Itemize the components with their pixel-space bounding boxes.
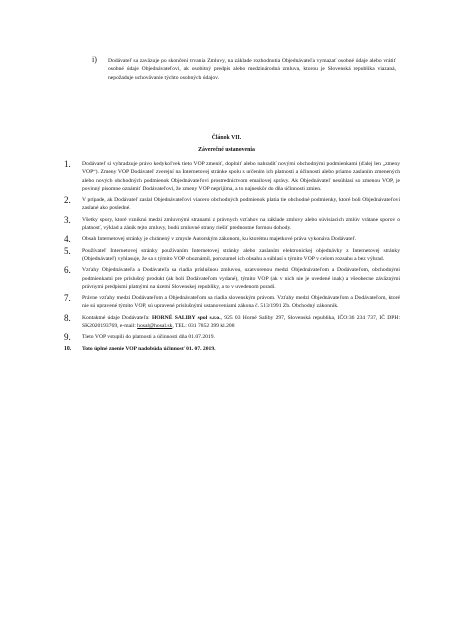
item-text: Právne vzťahy medzi Dodávateľom a Objednávateľom sa riadia slovenským právom. Vzťahy medzi Objednávateľom a Dodávateľom, ktoré nie sú upravené týmito VOP, sú upravené príslušnými ustanoveniami zákona č. 513/1991 Zb. Obchodný zákonník. bbox=[82, 295, 400, 310]
list-item bbox=[64, 333, 400, 341]
item-text: V prípade, ak Dodávateľ zaslal Objednávateľovi viacero obchodných podmienok platia tie obchodné podmienky, ktoré boli Objednávateľovi zaslané ako posledné. bbox=[82, 197, 400, 212]
intro-marker: i) bbox=[92, 55, 97, 64]
item-number: 9. bbox=[64, 332, 71, 343]
item-number: 7. bbox=[64, 293, 71, 304]
item-text: Vzťahy Objednávateľa a Dodávateľa sa riadia príslušnou zmluvou, uzatvorenou medzi Objednávateľom a Dodávateľom, obchodnými podmienkami pre príslušný produkt (ak boli Dodávateľom vydané), týmito VOP (ak v nich nie je uvedené inak) a všeobecne záväznými právnymi predpismi platnými na území Slovenskej republiky, a to v uvedenom poradí. bbox=[82, 267, 400, 290]
article-title: Článok VII. bbox=[211, 135, 242, 141]
contact-details: , 925 03 Horné Saliby 297, Slovenská republika, IČO:36 234 737, IČ DPH: SK2020193769, e-mail: bbox=[82, 314, 400, 330]
contact-phone: , TEL: 031 7852 399 kl.208 bbox=[172, 323, 235, 330]
provisions-list bbox=[64, 160, 400, 353]
list-item bbox=[64, 345, 400, 353]
item-number: 10. bbox=[64, 345, 72, 352]
email-link[interactable]: hosal@hosal.sk bbox=[137, 323, 173, 330]
list-item bbox=[64, 216, 400, 233]
contact-item bbox=[64, 314, 400, 331]
item-text: Obsah Internetovej stránky je chránený v zmysle Autorským zákonom, ku ktorému majetkové práva vykonáva Dodávateľ. bbox=[82, 236, 357, 243]
contact-prefix: Kontaktné údaje Dodávateľa: bbox=[82, 314, 152, 321]
intro-text: Dodávateľ sa zaväzuje po skončení trvania Zmluvy, na základe rozhodnutia Objednávateľa vymazať osobné údaje alebo vrátiť osobné údaje Objednávateľovi, ak osobitný predpis alebo medzinárodná zmluva, ktorou je Slovenská republika viazaná, nepožaduje uchovávanie týchto osobných údajov. bbox=[108, 58, 396, 81]
list-item bbox=[64, 196, 400, 213]
item-text: Používateľ Internetovej stránky používaním Internetovej stránky alebo zaslaním elektronickej objednávky z Internetovej stránky (Objednávateľ) vyhlasuje, že sa s týmito VOP oboznámil, porozumel ich obsahu a súhlasí s týmito VOP v celom rozsahu a bez výhrad. bbox=[82, 247, 400, 262]
item-number: 3. bbox=[64, 214, 71, 225]
item-number: 4. bbox=[64, 234, 71, 245]
item-number: 5. bbox=[64, 245, 71, 256]
list-item bbox=[64, 247, 400, 264]
list-item bbox=[64, 235, 400, 243]
item-number: 6. bbox=[64, 265, 71, 276]
item-number: 8. bbox=[64, 312, 71, 323]
item-text: Dodávateľ si vyhradzuje právo kedykoľvek tieto VOP zmeniť, doplniť alebo nahradiť novými obchodnými podmienkami (ďalej len „zmeny VOP“). Zmeny VOP Dodávateľ zverejní na Internetovej stránke spolu s určením ich platnosti a účinnosti alebo priamo zaslaním zmenených alebo nových obchodných podmienok Objednávateľovi prostredníctvom emailovej správy. Ak Objednávateľ nesúhlasí so zmenou VOP, je povinný písomne oznámiť Dodávateľovi, že zmeny VOP neprijíma, a to najneskôr do dňa účinnosti zmien. bbox=[82, 161, 400, 192]
article-subtitle: Záverečné ustanovenia bbox=[198, 147, 255, 153]
list-item bbox=[64, 294, 400, 311]
item-number: 2. bbox=[64, 195, 71, 206]
item-number: 1. bbox=[64, 159, 71, 169]
item-text: Toto úplné znenie VOP nadobúda účinnosť 01. 07. 2019. bbox=[82, 345, 216, 352]
company-name: HORNÉ SALIBY spol s.r.o. bbox=[151, 314, 221, 321]
list-item bbox=[64, 160, 400, 193]
item-text: Všetky spory, ktoré vzniknú medzi zmluvnými stranami z právnych vzťahov na základe zmluvy alebo súvisiacich zmlúv vrátane sporov o platnosť, výklad a zánik tejto zmluvy, budú zmluvné strany riešiť prednostne formou dohody. bbox=[82, 216, 400, 232]
item-text: Tieto VOP vstupili do platnosti a účinnosti dňa 01.07.2019. bbox=[82, 334, 215, 341]
intro-paragraph bbox=[92, 55, 396, 82]
list-item bbox=[64, 266, 400, 291]
